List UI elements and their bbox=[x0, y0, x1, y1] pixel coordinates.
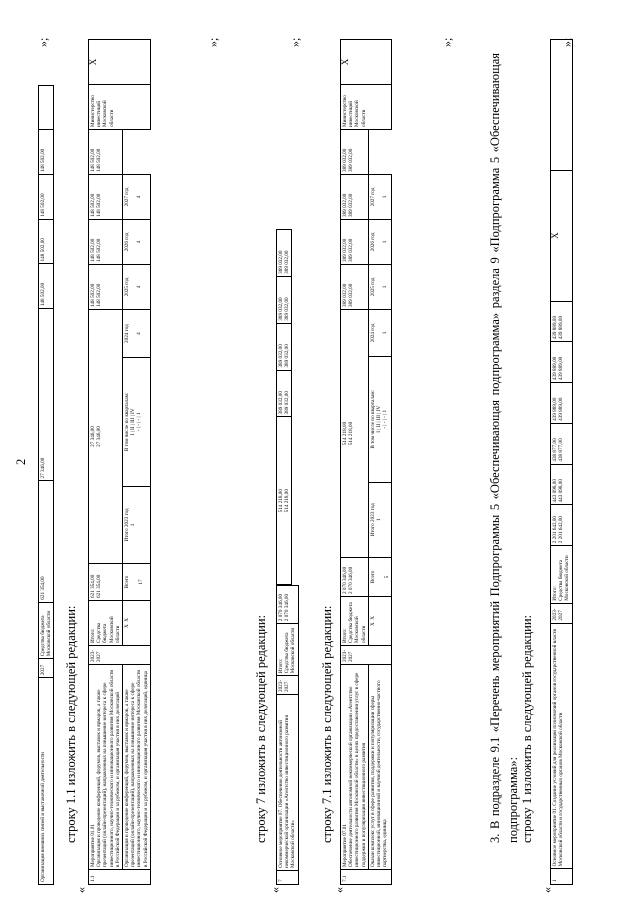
y2023-source: 443 098,00 bbox=[558, 479, 565, 503]
row-num: 1.1 bbox=[89, 870, 151, 885]
y2027-source: 439 889,00 bbox=[558, 315, 565, 340]
quarter-1: I bbox=[376, 430, 383, 433]
x-mark-b: Х bbox=[124, 617, 131, 622]
y2023-itogo: 443 098,00 bbox=[552, 479, 558, 503]
row-name: Основное мероприятие 07. Обеспечение деятельности автономной некоммерческой организации «Агентство инвестиционного развития Московской области» bbox=[277, 695, 299, 871]
y2025-cell bbox=[89, 220, 123, 265]
quarter-values: - | - | - | 1 bbox=[382, 409, 389, 429]
row-years: 2023-2027 bbox=[551, 603, 573, 623]
indicator-total bbox=[368, 558, 391, 597]
label-itogo: Итого: bbox=[552, 586, 558, 601]
y2024-cell bbox=[89, 265, 123, 310]
y2024-source: 438 877,00 bbox=[558, 438, 565, 462]
hdr-itogo-2023: Итого 2023 год bbox=[124, 508, 131, 542]
row-2024: 148 502,00 bbox=[39, 264, 54, 309]
table-row bbox=[551, 40, 573, 885]
row-years: 2023-2027 bbox=[341, 646, 392, 665]
row-2026: 148 502,00 bbox=[39, 175, 54, 220]
total-cell bbox=[89, 564, 123, 601]
hdr-2027: 2027 год bbox=[124, 187, 131, 207]
indicator-total bbox=[123, 564, 151, 601]
hdr-2024: 2024 год bbox=[369, 323, 376, 343]
y2023-itogo: 27 346,00 bbox=[90, 426, 96, 447]
quarter-labels: I | II | III | IV bbox=[376, 405, 383, 433]
y2025-cell bbox=[551, 383, 573, 424]
total-source: 2 070 346,00 bbox=[284, 593, 291, 622]
y2023-source: 514 218,00 bbox=[284, 489, 291, 513]
event-desc: Обеспечение деятельности автономной некоммерческой организации «Агентство инвестиционного развития Московской области» в целях предоставления услуг в сфере поддержки и популяризации инвестиционного развития bbox=[348, 672, 367, 867]
y2024-cell bbox=[341, 265, 369, 310]
y2027-itogo: 389 032,00 bbox=[278, 250, 284, 274]
row-total: 621 354,00 bbox=[39, 481, 54, 602]
hdr-2025: 2025 год bbox=[369, 277, 376, 297]
val-2026: 1 bbox=[382, 240, 389, 244]
heading-row-7: строку 7 изложить в следующей редакции: bbox=[254, 614, 268, 843]
executor: Министерство инвестиций Московской области bbox=[341, 85, 392, 130]
row-2025: 148 502,00 bbox=[39, 219, 54, 264]
y2026-itogo: 439 889,00 bbox=[552, 356, 558, 381]
quarter-values: - | - | - | 1 bbox=[136, 412, 143, 432]
y2024-itogo: 438 877,00 bbox=[552, 438, 558, 462]
quarter-4: IV bbox=[376, 405, 383, 412]
table-row bbox=[89, 40, 123, 885]
y2026-source: 389 032,00 bbox=[348, 193, 355, 217]
y2026-cell bbox=[89, 175, 123, 220]
event-cell bbox=[341, 665, 369, 870]
hdr-2026-cell bbox=[123, 220, 151, 265]
event-title: Мероприятие 01.01 bbox=[90, 824, 96, 867]
top-continuation-table bbox=[38, 85, 54, 885]
quarter-val-3: - bbox=[382, 416, 389, 418]
val-2024: 1 bbox=[382, 331, 389, 335]
table-row-1 bbox=[550, 39, 573, 885]
y2027-cell bbox=[341, 130, 369, 175]
y2024-source: 389 032,00 bbox=[284, 391, 291, 415]
total-source: 621 354,00 bbox=[96, 574, 103, 598]
val-2023: 1 bbox=[130, 523, 137, 527]
source-cell bbox=[341, 597, 369, 646]
quarter-val-3: - bbox=[136, 418, 143, 421]
val-2027: 4 bbox=[136, 195, 143, 199]
y2025-source: 389 032,00 bbox=[348, 238, 355, 262]
total-source: 2 070 346,00 bbox=[348, 566, 355, 594]
row-years: 2023-2027 bbox=[89, 646, 151, 665]
y2027-source: 389 032,00 bbox=[348, 148, 355, 172]
event-desc: Организация и проведение конференций, форумов, выставок и ярмарок, а также презентаций (онлайн-презентаций), направленных на повышение интереса к сфере инвестиционного, научно-технического и инновационного развития Московской области в Российской Федерации и за рубежом, и организация участия в них делегаций bbox=[96, 669, 121, 867]
y2026-cell bbox=[551, 342, 573, 383]
total-itogo: 2 070 346,00 bbox=[278, 593, 284, 622]
heading-row-1-1: строку 1.1 изложить в следующей редакции: bbox=[64, 605, 78, 843]
val-2026: 4 bbox=[136, 240, 143, 244]
val-2025: 4 bbox=[136, 285, 143, 289]
heading-row-7-1: строку 7.1 изложить в следующей редакции: bbox=[320, 605, 334, 843]
y2026-source: 439 889,00 bbox=[558, 356, 565, 381]
table-row-1-1 bbox=[88, 39, 151, 885]
table-row bbox=[123, 40, 151, 885]
quarter-labels: I | II | III | IV bbox=[130, 408, 137, 436]
y2023-source: 514 218,00 bbox=[348, 421, 355, 446]
hdr-2025-cell bbox=[368, 265, 391, 310]
hdr-2024-cell bbox=[368, 310, 391, 357]
event-title: Мероприятие 07.01 bbox=[342, 824, 348, 867]
closing-quote: »; bbox=[36, 37, 50, 47]
opening-quote: « bbox=[332, 887, 346, 893]
row-2027: 148 502,00 bbox=[39, 130, 54, 175]
y2024-cell bbox=[551, 423, 573, 464]
y2023-itogo: 514 218,00 bbox=[342, 421, 348, 446]
row-years: 2023-2027 bbox=[277, 676, 299, 695]
x-mark-2 bbox=[123, 601, 151, 646]
y2027-source: 148 502,00 bbox=[96, 148, 103, 172]
quarter-4: IV bbox=[130, 408, 137, 415]
y2024-source: 389 032,00 bbox=[348, 283, 355, 307]
y2023-source: 27 346,00 bbox=[96, 426, 103, 447]
x-mark: Х bbox=[89, 40, 151, 85]
heading-row-1: строку 1 изложить в следующей редакции: bbox=[520, 614, 534, 843]
y2024-itogo: 389 032,00 bbox=[342, 283, 348, 307]
table-row bbox=[277, 230, 292, 585]
closing-quote: »; bbox=[560, 37, 574, 47]
table-row-7-values bbox=[276, 229, 292, 585]
hdr-2024-cell bbox=[123, 310, 151, 358]
y2027-source: 389 032,00 bbox=[284, 250, 291, 274]
x-mark-a: Х bbox=[369, 622, 376, 627]
y2023-cell bbox=[277, 417, 292, 585]
val-total: 17 bbox=[138, 579, 145, 585]
quarter-val-2: - bbox=[382, 421, 389, 424]
hdr-2027-cell bbox=[123, 175, 151, 220]
hdr-2024: 2024 год bbox=[124, 324, 131, 343]
paragraph-3: 3. В подразделе 9.1 «Перечень мероприятий Подпрограммы 5 «Обеспечивающая подпрограмма» раздела 9 «Подпрограмма 5 «Обеспечивающая подпрограмма»: bbox=[488, 53, 520, 843]
y2027-cell bbox=[277, 230, 292, 277]
hdr-total: Всего bbox=[369, 570, 376, 584]
y2023-cell bbox=[551, 464, 573, 505]
y2026-cell bbox=[341, 175, 369, 220]
quarter-val-1: - bbox=[382, 426, 389, 429]
total-itogo: 2 070 346,00 bbox=[342, 566, 348, 594]
row-name: Основное мероприятие 01. Создание условий для реализации полномочий органов государственной власти Московской области и государственных органов Московской области bbox=[551, 623, 573, 869]
source: Средства бюджета Московской области bbox=[348, 602, 367, 643]
table-row-7 bbox=[276, 585, 299, 885]
closing-quote: »; bbox=[288, 37, 302, 47]
quarter-2: II bbox=[130, 426, 137, 430]
y2023-itogo: 514 218,00 bbox=[278, 489, 284, 513]
hdr-2025-cell bbox=[123, 265, 151, 310]
result-desc: Оказан комплекс услуг в сфере развития, поддержки и популяризации сферы инвестиционной, инновационной и научной деятельности, государственно-частного партнерства, единица bbox=[368, 665, 391, 870]
hdr-total: Всего bbox=[124, 575, 131, 589]
quarter-val-1: - bbox=[136, 429, 143, 432]
source-cell bbox=[551, 546, 573, 604]
y2025-source: 439 889,00 bbox=[558, 397, 565, 421]
val-2023: 1 bbox=[376, 518, 383, 522]
total-cell bbox=[341, 558, 369, 597]
table-row bbox=[368, 40, 391, 885]
hdr-quarters: В том числе по кварталам: bbox=[124, 392, 131, 452]
page-number: 2 bbox=[14, 458, 28, 465]
quarter-3: III bbox=[376, 415, 383, 421]
label-itogo: Итого: bbox=[90, 628, 96, 643]
y2027-itogo: 389 032,00 bbox=[342, 148, 348, 172]
source: Средства бюджета Московской области bbox=[558, 555, 571, 601]
y2025-source: 389 032,00 bbox=[284, 344, 291, 368]
x-mark-b: Х bbox=[369, 615, 376, 620]
hdr-2026: 2026 год bbox=[124, 232, 131, 252]
quarter-val-2: - bbox=[136, 424, 143, 426]
y2025-itogo: 439 889,00 bbox=[552, 397, 558, 421]
y2026-source: 148 502,00 bbox=[96, 193, 103, 217]
opening-quote: « bbox=[540, 887, 554, 893]
y2025-cell bbox=[277, 323, 292, 370]
opening-quote: « bbox=[268, 887, 282, 893]
label-itogo: Итого: bbox=[342, 628, 348, 643]
total-source: 2 201 642,00 bbox=[558, 515, 565, 544]
x-mark-a: Х bbox=[124, 624, 131, 629]
source: Средства бюджета Московской области bbox=[96, 616, 121, 643]
y2023-cell bbox=[89, 310, 123, 564]
table-row bbox=[341, 40, 369, 885]
row-source: Средства бюджета Московской области bbox=[39, 602, 54, 659]
x-mark: Х bbox=[341, 40, 392, 85]
row-empty bbox=[39, 86, 54, 130]
quarter-val-4: 1 bbox=[382, 409, 389, 413]
indicator-2023 bbox=[123, 486, 151, 563]
y2026-itogo: 389 032,00 bbox=[278, 297, 284, 321]
quarter-3: III bbox=[130, 417, 137, 423]
hdr-itogo-2023: Итого 2023 год bbox=[369, 503, 376, 537]
closing-quote: »; bbox=[440, 37, 454, 47]
y2025-itogo: 148 502,00 bbox=[90, 238, 96, 262]
row-year: 2027 bbox=[39, 659, 54, 678]
hdr-2027-cell bbox=[368, 175, 391, 220]
table-row-7-1 bbox=[340, 39, 392, 885]
result-desc: Организация и проведение конференций, форумов, выставок и ярмарок, а также презентаций (онлайн-презентаций), направленных на повышение интереса к сфере инвестиционного, научно-технического и инновационного развития Московской области в Российской Федерации и за рубежом, и организация участия в них делегаций, единица bbox=[123, 665, 151, 870]
row-num: 1 bbox=[551, 869, 573, 885]
event-cell bbox=[89, 665, 123, 870]
total-itogo: 621 354,00 bbox=[90, 574, 96, 598]
hdr-2026: 2026 год bbox=[369, 232, 376, 252]
quarter-2: II bbox=[376, 423, 383, 428]
row-2023: 27 346,00 bbox=[39, 309, 54, 481]
y2024-cell bbox=[277, 370, 292, 417]
table-row bbox=[39, 86, 54, 885]
indicator-quarters bbox=[123, 358, 151, 487]
row-empty bbox=[551, 37, 574, 171]
hdr-quarters: В том числе по кварталам: bbox=[369, 389, 376, 449]
val-2024: 4 bbox=[136, 332, 143, 335]
y2027-itogo: 148 502,00 bbox=[90, 148, 96, 172]
table-row bbox=[277, 586, 299, 885]
source-cell bbox=[277, 624, 299, 676]
indicator-2023 bbox=[368, 482, 391, 557]
y2024-itogo: 389 032,00 bbox=[278, 391, 284, 415]
source: Средства бюджета Московской области bbox=[284, 627, 297, 674]
y2024-source: 148 502,00 bbox=[96, 283, 103, 307]
y2025-cell bbox=[341, 220, 369, 265]
x-mark: Х bbox=[551, 170, 573, 301]
y2027-itogo: 439 889,00 bbox=[552, 315, 558, 340]
val-2027: 1 bbox=[382, 195, 389, 199]
total-cell bbox=[277, 586, 299, 624]
x-mark-2 bbox=[368, 597, 391, 646]
y2026-itogo: 389 032,00 bbox=[342, 193, 348, 217]
y2023-cell bbox=[341, 310, 369, 558]
y2025-itogo: 389 032,00 bbox=[278, 344, 284, 368]
y2025-source: 148 502,00 bbox=[96, 238, 103, 262]
row-num: 7 bbox=[277, 870, 299, 884]
row-name: Организация внешних связей и выставочной деятельности bbox=[39, 678, 54, 885]
hdr-2026-cell bbox=[368, 220, 391, 265]
row-num: 7.1 bbox=[341, 870, 392, 885]
opening-quote: « bbox=[74, 887, 88, 893]
label-itogo: Итого: bbox=[278, 658, 284, 674]
y2026-cell bbox=[277, 276, 292, 323]
quarter-val-4: 1 bbox=[136, 412, 143, 416]
total-itogo: 2 201 642,00 bbox=[552, 515, 558, 544]
closing-quote: »; bbox=[206, 37, 220, 47]
quarter-1: I bbox=[130, 433, 137, 436]
y2026-source: 389 032,00 bbox=[284, 297, 291, 321]
y2024-itogo: 148 502,00 bbox=[90, 283, 96, 307]
y2025-itogo: 389 032,00 bbox=[342, 238, 348, 262]
y2026-itogo: 148 502,00 bbox=[90, 193, 96, 217]
y2027-cell bbox=[89, 130, 123, 175]
val-2025: 1 bbox=[382, 285, 389, 289]
indicator-quarters bbox=[368, 356, 391, 482]
hdr-2027: 2027 год bbox=[369, 187, 376, 207]
total-cell bbox=[551, 505, 573, 546]
source-cell bbox=[89, 601, 123, 646]
hdr-2025: 2025 год bbox=[124, 277, 131, 297]
executor: Министерство инвестиций Московской области bbox=[89, 85, 151, 130]
val-total: 5 bbox=[384, 575, 391, 579]
y2027-cell bbox=[551, 301, 573, 342]
